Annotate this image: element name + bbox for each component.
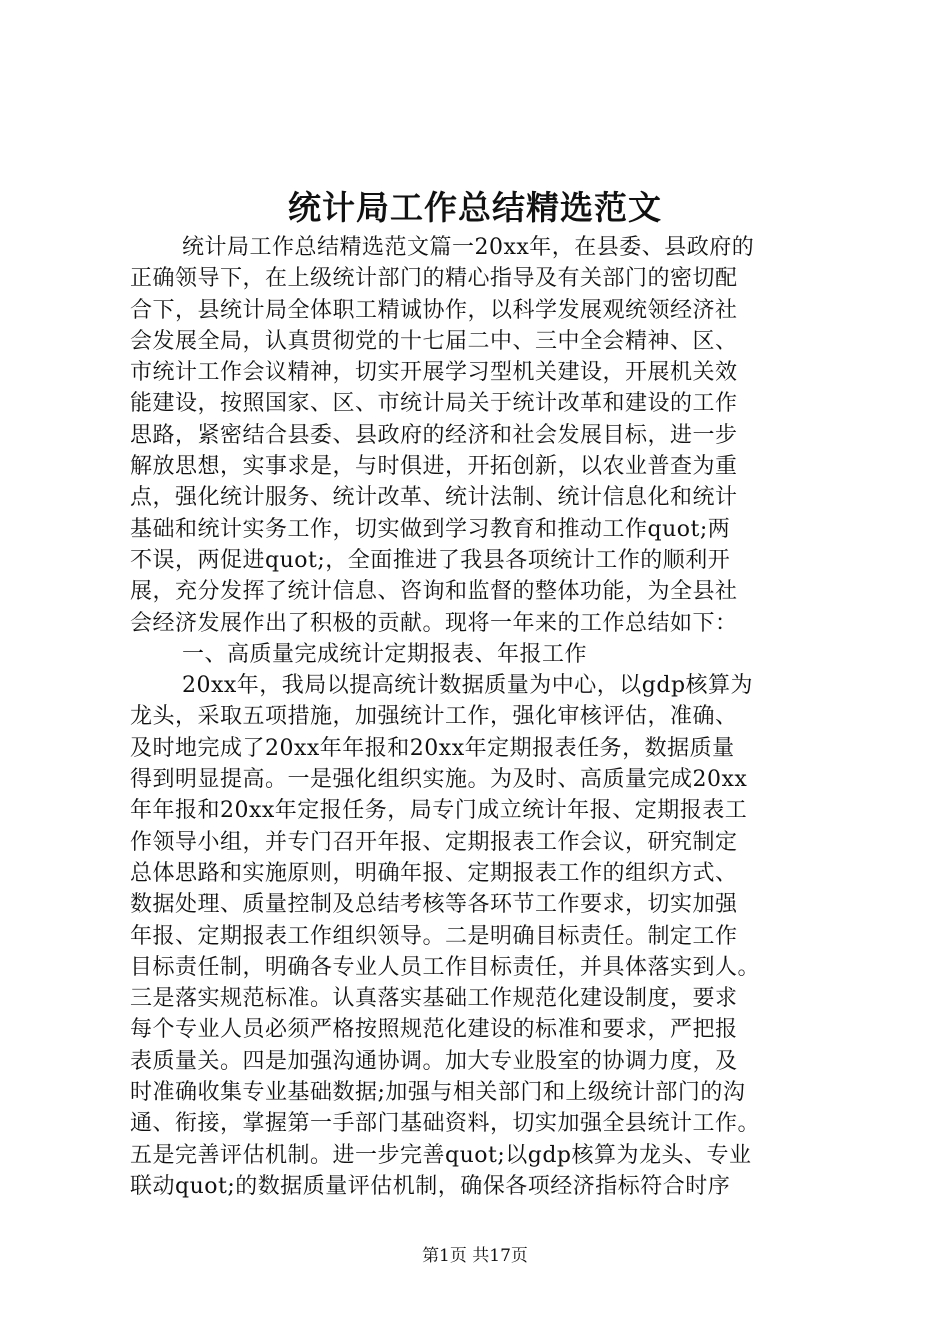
body-line: 基础和统计实务工作，切实做到学习教育和推动工作quot;两 bbox=[130, 516, 731, 542]
body-line: 龙头，采取五项措施，加强统计工作，强化审核评估，准确、 bbox=[130, 704, 738, 730]
body-line: 通、衔接，掌握第一手部门基础资料，切实加强全县统计工作。 bbox=[130, 1111, 761, 1137]
body-line: 解放思想，实事求是，与时俱进，开拓创新，以农业普查为重 bbox=[130, 454, 738, 480]
body-line: 每个专业人员必须严格按照规范化建设的标准和要求，严把报 bbox=[130, 1017, 738, 1043]
body-line: 思路，紧密结合县委、县政府的经济和社会发展目标，进一步 bbox=[130, 422, 738, 448]
body-line: 年报、定期报表工作组织领导。二是明确目标责任。制定工作 bbox=[130, 923, 738, 949]
document-title: 统计局工作总结精选范文 bbox=[288, 188, 662, 227]
body-line: 时准确收集专业基础数据;加强与相关部门和上级统计部门的沟 bbox=[130, 1080, 746, 1106]
body-line: 作领导小组，并专门召开年报、定期报表工作会议，研究制定 bbox=[130, 829, 738, 855]
body-line: 联动quot;的数据质量评估机制，确保各项经济指标符合时序 bbox=[130, 1173, 731, 1199]
body-line: 展，充分发挥了统计信息、咨询和监督的整体功能，为全县社 bbox=[130, 579, 738, 605]
body-line: 会经济发展作出了积极的贡献。现将一年来的工作总结如下： bbox=[130, 610, 738, 636]
body-line: 五是完善评估机制。进一步完善quot;以gdp核算为龙头、专业 bbox=[130, 1142, 752, 1168]
body-line: 统计局工作总结精选范文篇一20xx年，在县委、县政府的 bbox=[182, 235, 755, 260]
body-line: 数据处理、质量控制及总结考核等各环节工作要求，切实加强 bbox=[130, 892, 738, 918]
body-line: 目标责任制，明确各专业人员工作目标责任，并具体落实到人。 bbox=[130, 954, 761, 980]
body-line: 不误，两促进quot;，全面推进了我县各项统计工作的顺利开 bbox=[130, 547, 731, 573]
body-line: 会发展全局，认真贯彻党的十七届二中、三中全会精神、区、 bbox=[130, 328, 738, 354]
body-line: 20xx年，我局以提高统计数据质量为中心，以gdp核算为 bbox=[182, 673, 754, 699]
body-line: 合下，县统计局全体职工精诚协作，以科学发展观统领经济社 bbox=[130, 297, 738, 323]
body-line: 及时地完成了20xx年年报和20xx年定期报表任务，数据质量 bbox=[130, 735, 735, 761]
page-number-footer: 第1页 共17页 bbox=[422, 1246, 528, 1266]
body-line: 三是落实规范标准。认真落实基础工作规范化建设制度，要求 bbox=[130, 986, 738, 1012]
document-body bbox=[130, 232, 830, 1202]
body-line: 正确领导下，在上级统计部门的精心指导及有关部门的密切配 bbox=[130, 266, 738, 292]
body-line: 能建设，按照国家、区、市统计局关于统计改革和建设的工作 bbox=[130, 391, 738, 417]
body-line: 市统计工作会议精神，切实开展学习型机关建设，开展机关效 bbox=[130, 360, 738, 386]
body-line: 得到明显提高。一是强化组织实施。为及时、高质量完成20xx bbox=[130, 767, 748, 793]
body-line: 点，强化统计服务、统计改革、统计法制、统计信息化和统计 bbox=[130, 485, 738, 511]
section-heading: 一、高质量完成统计定期报表、年报工作 bbox=[182, 641, 588, 667]
body-line: 年年报和20xx年定报任务，局专门成立统计年报、定期报表工 bbox=[130, 798, 748, 824]
body-line: 总体思路和实施原则，明确年报、定期报表工作的组织方式、 bbox=[130, 860, 738, 886]
body-line: 表质量关。四是加强沟通协调。加大专业股室的协调力度，及 bbox=[130, 1048, 738, 1074]
